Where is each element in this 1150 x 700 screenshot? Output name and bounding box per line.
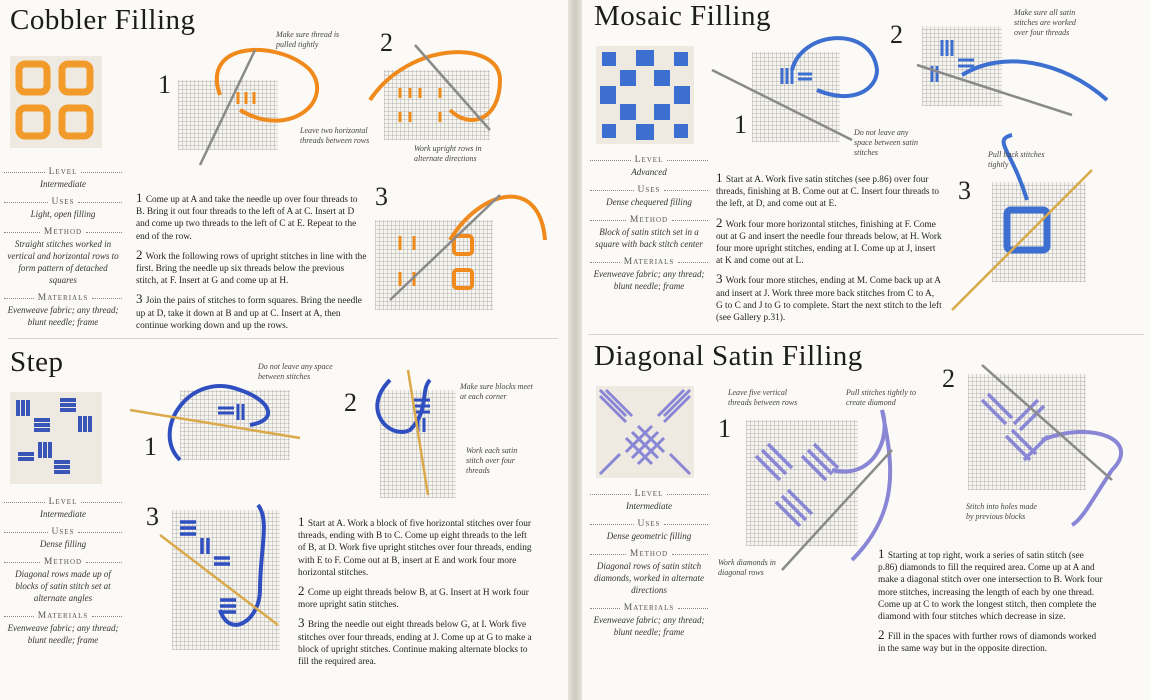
step-step2-thread (370, 370, 470, 500)
section-title: Mosaic Filling (594, 0, 771, 32)
materials-label: Materials (590, 602, 708, 614)
annotation: Work each satin stitch over four threads (466, 446, 518, 475)
level-value: Advanced (631, 167, 667, 177)
uses-value: Dense geometric filling (606, 531, 692, 541)
level-value: Intermediate (626, 501, 672, 511)
step-text: Work four more stitches, ending at M. Come back up at A and insert at J. Work three more back stitches from C to A, G to C and J to G to complete. Start the next stitch to the left (see Gallery p.31). (716, 276, 942, 324)
level-label: Level (590, 488, 708, 500)
method-label: Method (590, 214, 708, 226)
section-title: Cobbler Filling (10, 4, 196, 36)
book-gutter (568, 0, 582, 700)
step-text: Join the pairs of stitches to form squares. Bring the needle up at D, take it down at B and up at C. Insert at A, then continue working down and up the rows. (136, 296, 362, 331)
method-label: Method (4, 556, 122, 568)
materials-value: Evenweave fabric; any thread; blunt needle; frame (7, 305, 119, 327)
method-label: Method (4, 226, 122, 238)
uses-label: Uses (4, 196, 122, 208)
instruction-step (878, 548, 1104, 623)
step-text: Bring the needle out eight threads below G, at I. Work five stitches over four threads, ending at J. Come up at G to make a block of upright stitches. Continue making alternate blocks to fill the required area. (298, 620, 532, 668)
mosaic-info (590, 148, 708, 292)
materials-value: Evenweave fabric; any thread; blunt needle; frame (7, 623, 119, 645)
materials-value: Evenweave fabric; any thread; blunt needle; frame (593, 615, 705, 637)
method-value: Diagonal rows of satin stitch diamonds, worked in alternate directions (594, 561, 704, 595)
cobbler-info (4, 160, 122, 328)
method-label: Method (590, 548, 708, 560)
mosaic-swatch (596, 46, 694, 144)
left-page (0, 0, 568, 700)
step-text: Starting at top right, work a series of satin stitch (see p.86) diamonds to fill the required area. Come up at A and make a diagonal stitch over one intersection to B. Work four more stitches, increasing the length of each by one thread. Come up at C to work the longest stitch, then complete the diamond with four stitches which decrease in size. (878, 551, 1103, 623)
method-value: Block of satin stitch set in a square with back stitch center (595, 227, 703, 249)
step-text: Work four more horizontal stitches, finishing at F. Come out at G and insert the needle four threads below, at H. Work four more upright stitches, ending at I. Come up at J, insert at K and come out at L. (716, 219, 942, 267)
step-num: 2 (716, 214, 723, 230)
instruction-step (136, 246, 368, 288)
instruction-step (298, 516, 534, 579)
section-title: Diagonal Satin Filling (594, 340, 863, 372)
materials-label: Materials (590, 256, 708, 268)
step-num: 3 (136, 291, 143, 307)
level-value: Intermediate (40, 179, 86, 189)
uses-value: Light, open filling (30, 209, 96, 219)
level-label: Level (4, 496, 122, 508)
instruction-step (298, 617, 534, 668)
diagonal-swatch (596, 386, 694, 478)
method-value: Straight stitches worked in vertical and horizontal rows to form pattern of detached squares (7, 239, 119, 285)
level-label: Level (590, 154, 708, 166)
annotation: Do not leave any space between stitches (258, 362, 333, 381)
section-title: Step (10, 346, 64, 378)
instruction-step (136, 293, 368, 332)
annotation: Pull stitches tightly to create diamond (846, 388, 916, 407)
step-text: Come up at A and take the needle up over four threads to B. Bring it out four threads to the left of A at C. Insert at D and come up two threads to the left of C at E. Repeat to the end of the row. (136, 195, 358, 242)
step-num: 1 (298, 514, 305, 529)
uses-value: Dense chequered filling (606, 197, 692, 207)
step-num: 3 (716, 271, 723, 287)
uses-label: Uses (590, 184, 708, 196)
annotation: Work diamonds in diagonal rows (718, 558, 776, 577)
annotation: Work upright rows in alternate directions (414, 144, 482, 163)
instruction-step (716, 214, 942, 268)
instruction-step (136, 192, 368, 243)
uses-value: Dense filling (39, 539, 87, 549)
annotation: Stitch into holes made by previous blocks (966, 502, 1037, 521)
uses-label: Uses (590, 518, 708, 530)
annotation: Leave two horizontal threads between rows (300, 126, 370, 145)
step-number: 1 (158, 70, 171, 99)
step-text: Start at A. Work a block of five horizontal stitches over four threads, ending with B to C. Come up eight threads to the left of B, at D. Work five upright stitches over four threads, ending with E to F. Come out at B, insert at E and work four more horizontal stitches. (298, 519, 532, 578)
level-label: Level (4, 166, 122, 178)
step-num: 1 (878, 546, 885, 561)
cobbler-step2-thread (350, 40, 520, 160)
step-number: 3 (375, 182, 388, 211)
step-num: 2 (298, 583, 305, 599)
step-num: 1 (716, 170, 723, 185)
step-text: Work the following rows of upright stitches in line with the first. Bring the needle up six threads below the previous stitch, at F. Insert at G and come up at H. (136, 251, 367, 287)
cobbler-instructions (136, 192, 368, 338)
annotation: Do not leave any space between satin stitches (854, 128, 918, 157)
step-instructions (298, 516, 534, 674)
annotation: Pull back stitches tightly (988, 150, 1045, 169)
right-page (582, 0, 1150, 700)
section-divider (588, 334, 1144, 335)
step-number: 1 (734, 110, 747, 139)
step-number: 3 (146, 502, 159, 531)
step-text: Fill in the spaces with further rows of diamonds worked in the same way but in the opposite direction. (878, 632, 1097, 655)
instruction-step (298, 585, 534, 611)
step-number: 3 (958, 176, 971, 205)
step-number: 1 (718, 414, 731, 443)
instruction-step (716, 172, 942, 211)
step-num: 2 (878, 627, 885, 643)
step-num: 1 (136, 190, 143, 205)
instruction-step (878, 629, 1104, 655)
step-step1-thread (130, 370, 310, 470)
mosaic-instructions (716, 172, 942, 330)
section-divider (8, 338, 558, 339)
method-value: Diagonal rows made up of blocks of satin stitch set at alternate angles (15, 569, 111, 603)
step-info (4, 490, 122, 646)
annotation: Make sure all satin stitches are worked over four threads (1014, 8, 1076, 37)
instruction-step (716, 273, 942, 324)
level-value: Intermediate (40, 509, 86, 519)
cobbler-step3-thread (370, 180, 550, 320)
materials-label: Materials (4, 292, 122, 304)
cobbler-swatch (10, 56, 102, 148)
diagonal-instructions (878, 548, 1104, 662)
materials-label: Materials (4, 610, 122, 622)
step-number: 2 (380, 28, 393, 57)
step-number: 2 (344, 388, 357, 417)
materials-value: Evenweave fabric; any thread; blunt needle; frame (593, 269, 705, 291)
step-text: Start at A. Work five satin stitches (see p.86) over four threads, finishing at B. Come out at C. Insert four threads to the left, at D, and come out at E. (716, 175, 940, 210)
annotation: Make sure blocks meet at each corner (460, 382, 533, 401)
step-number: 2 (890, 20, 903, 49)
step-step3-thread (160, 500, 290, 650)
step-number: 2 (942, 364, 955, 393)
uses-label: Uses (4, 526, 122, 538)
annotation: Leave five vertical threads between rows (728, 388, 798, 407)
step-swatch (10, 392, 102, 484)
step-text: Come up eight threads below B, at G. Insert at H work four more upright satin stitches. (298, 588, 529, 611)
diagonal-info (590, 482, 708, 638)
step-number: 1 (144, 432, 157, 461)
step-num: 3 (298, 615, 305, 631)
cobbler-step1-thread (160, 30, 320, 170)
step-num: 2 (136, 246, 143, 262)
annotation: Make sure thread is pulled tightly (276, 30, 340, 49)
